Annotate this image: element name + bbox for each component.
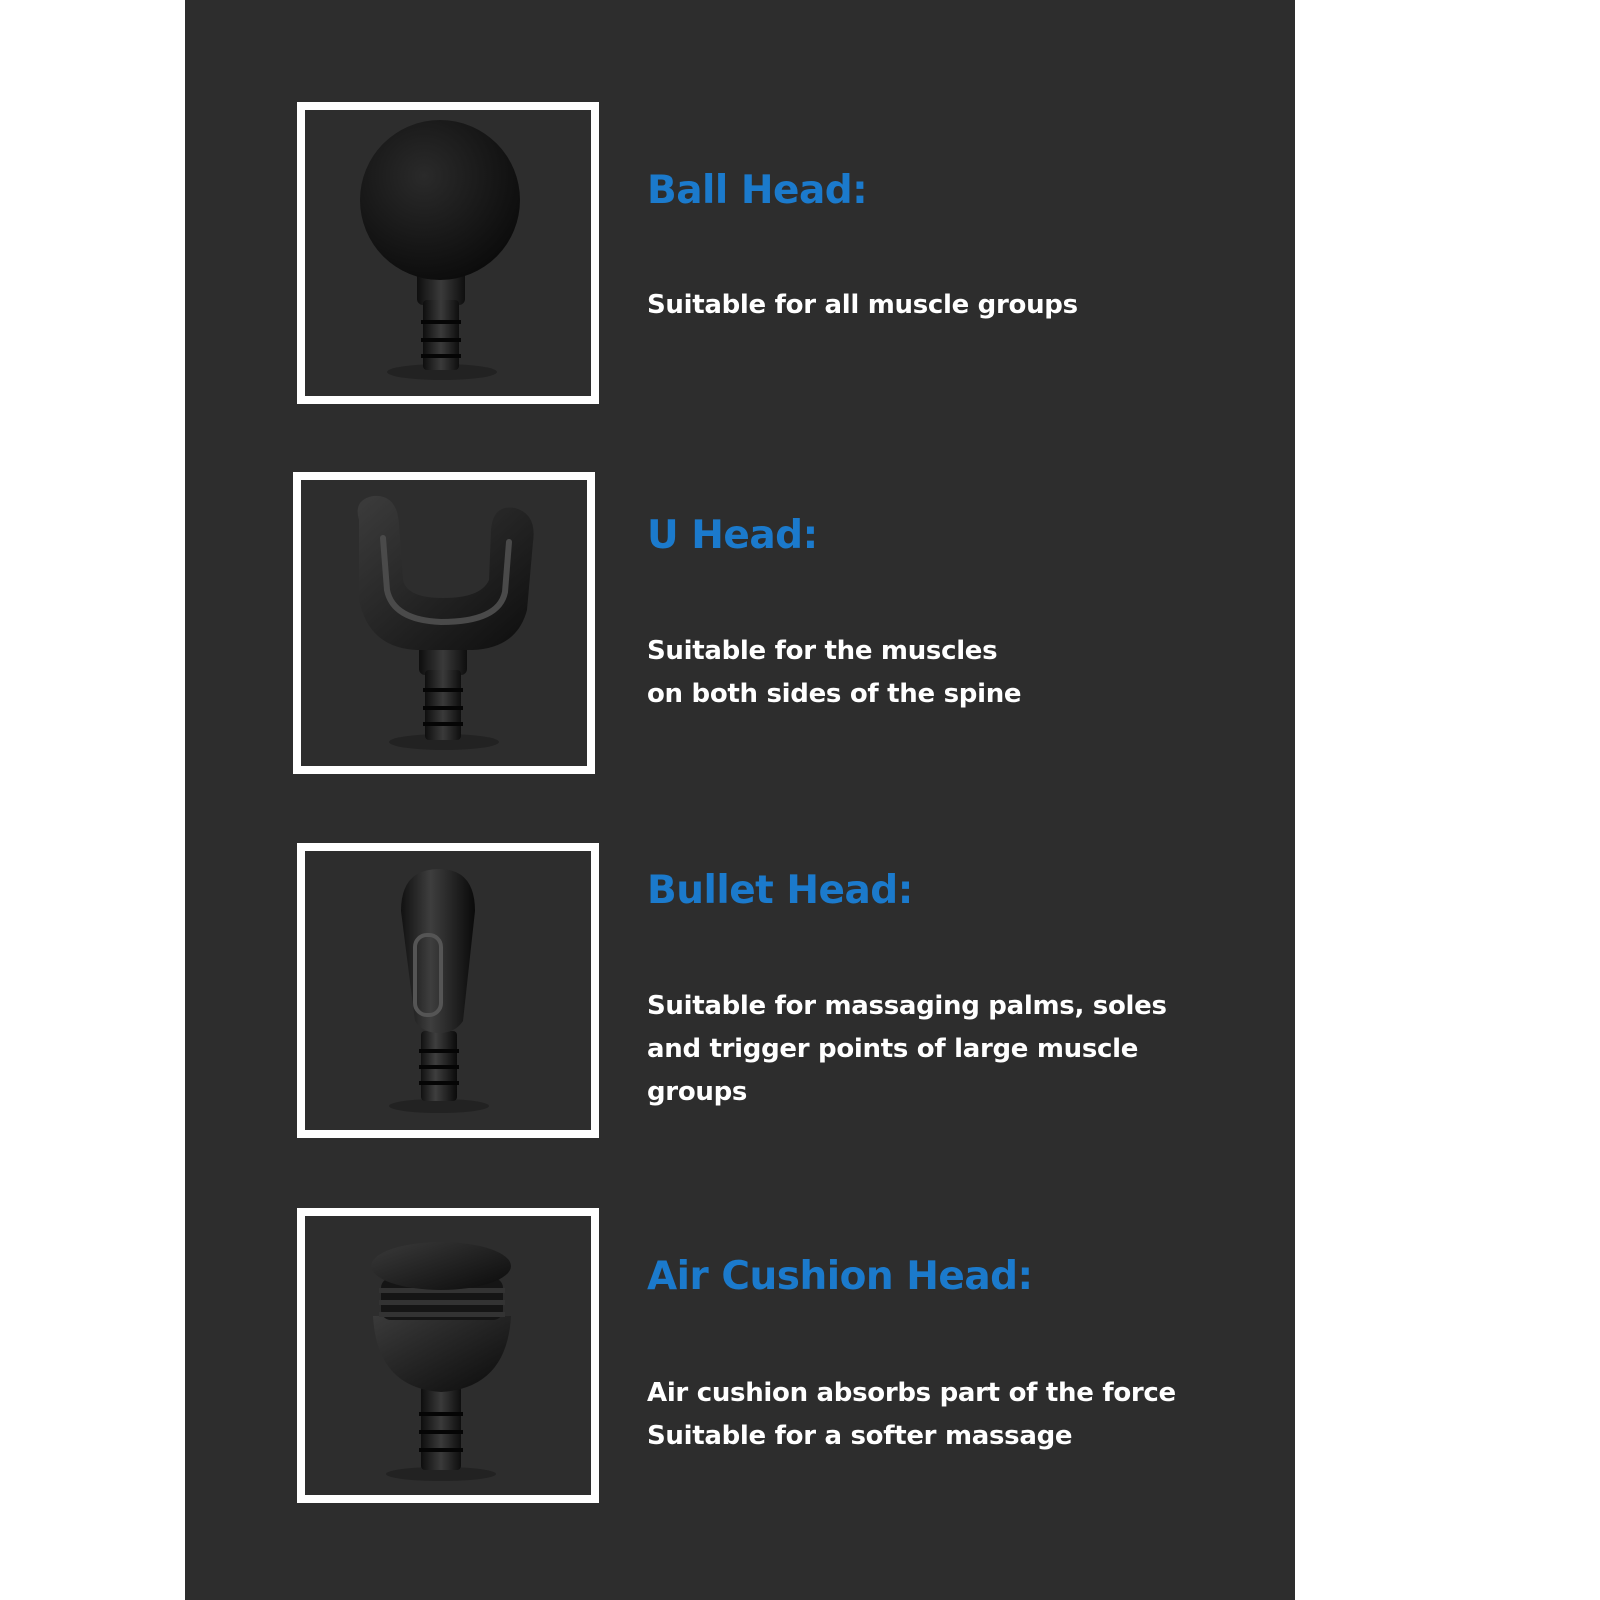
- description-line: Suitable for all muscle groups: [647, 290, 1078, 320]
- ball-head-image-frame: [297, 102, 599, 404]
- product-panel: [185, 0, 1295, 1600]
- air-cushion-head-title: Air Cushion Head:: [647, 1254, 1033, 1299]
- description-line: and trigger points of large muscle: [647, 1034, 1139, 1064]
- u-head-title: U Head:: [647, 513, 818, 558]
- description-line: Suitable for the muscles: [647, 636, 998, 666]
- description-line: groups: [647, 1077, 748, 1107]
- ball-head-icon: [305, 110, 591, 396]
- air-cushion-head-icon: [305, 1216, 591, 1495]
- air-cushion-head-image-frame: [297, 1208, 599, 1503]
- bullet-head-title: Bullet Head:: [647, 868, 913, 913]
- air-cushion-head-description: [647, 1372, 1247, 1458]
- u-head-icon: [301, 480, 587, 766]
- ball-head-description: [647, 284, 1247, 327]
- u-head-description: [647, 630, 1247, 716]
- description-line: on both sides of the spine: [647, 679, 1022, 709]
- description-line: Suitable for a softer massage: [647, 1421, 1073, 1451]
- bullet-head-description: [647, 985, 1247, 1114]
- description-line: Suitable for massaging palms, soles: [647, 991, 1167, 1021]
- bullet-head-image-frame: [297, 843, 599, 1138]
- ball-head-title: Ball Head:: [647, 168, 868, 213]
- bullet-head-icon: [305, 851, 591, 1130]
- description-line: Air cushion absorbs part of the force: [647, 1378, 1176, 1408]
- u-head-image-frame: [293, 472, 595, 774]
